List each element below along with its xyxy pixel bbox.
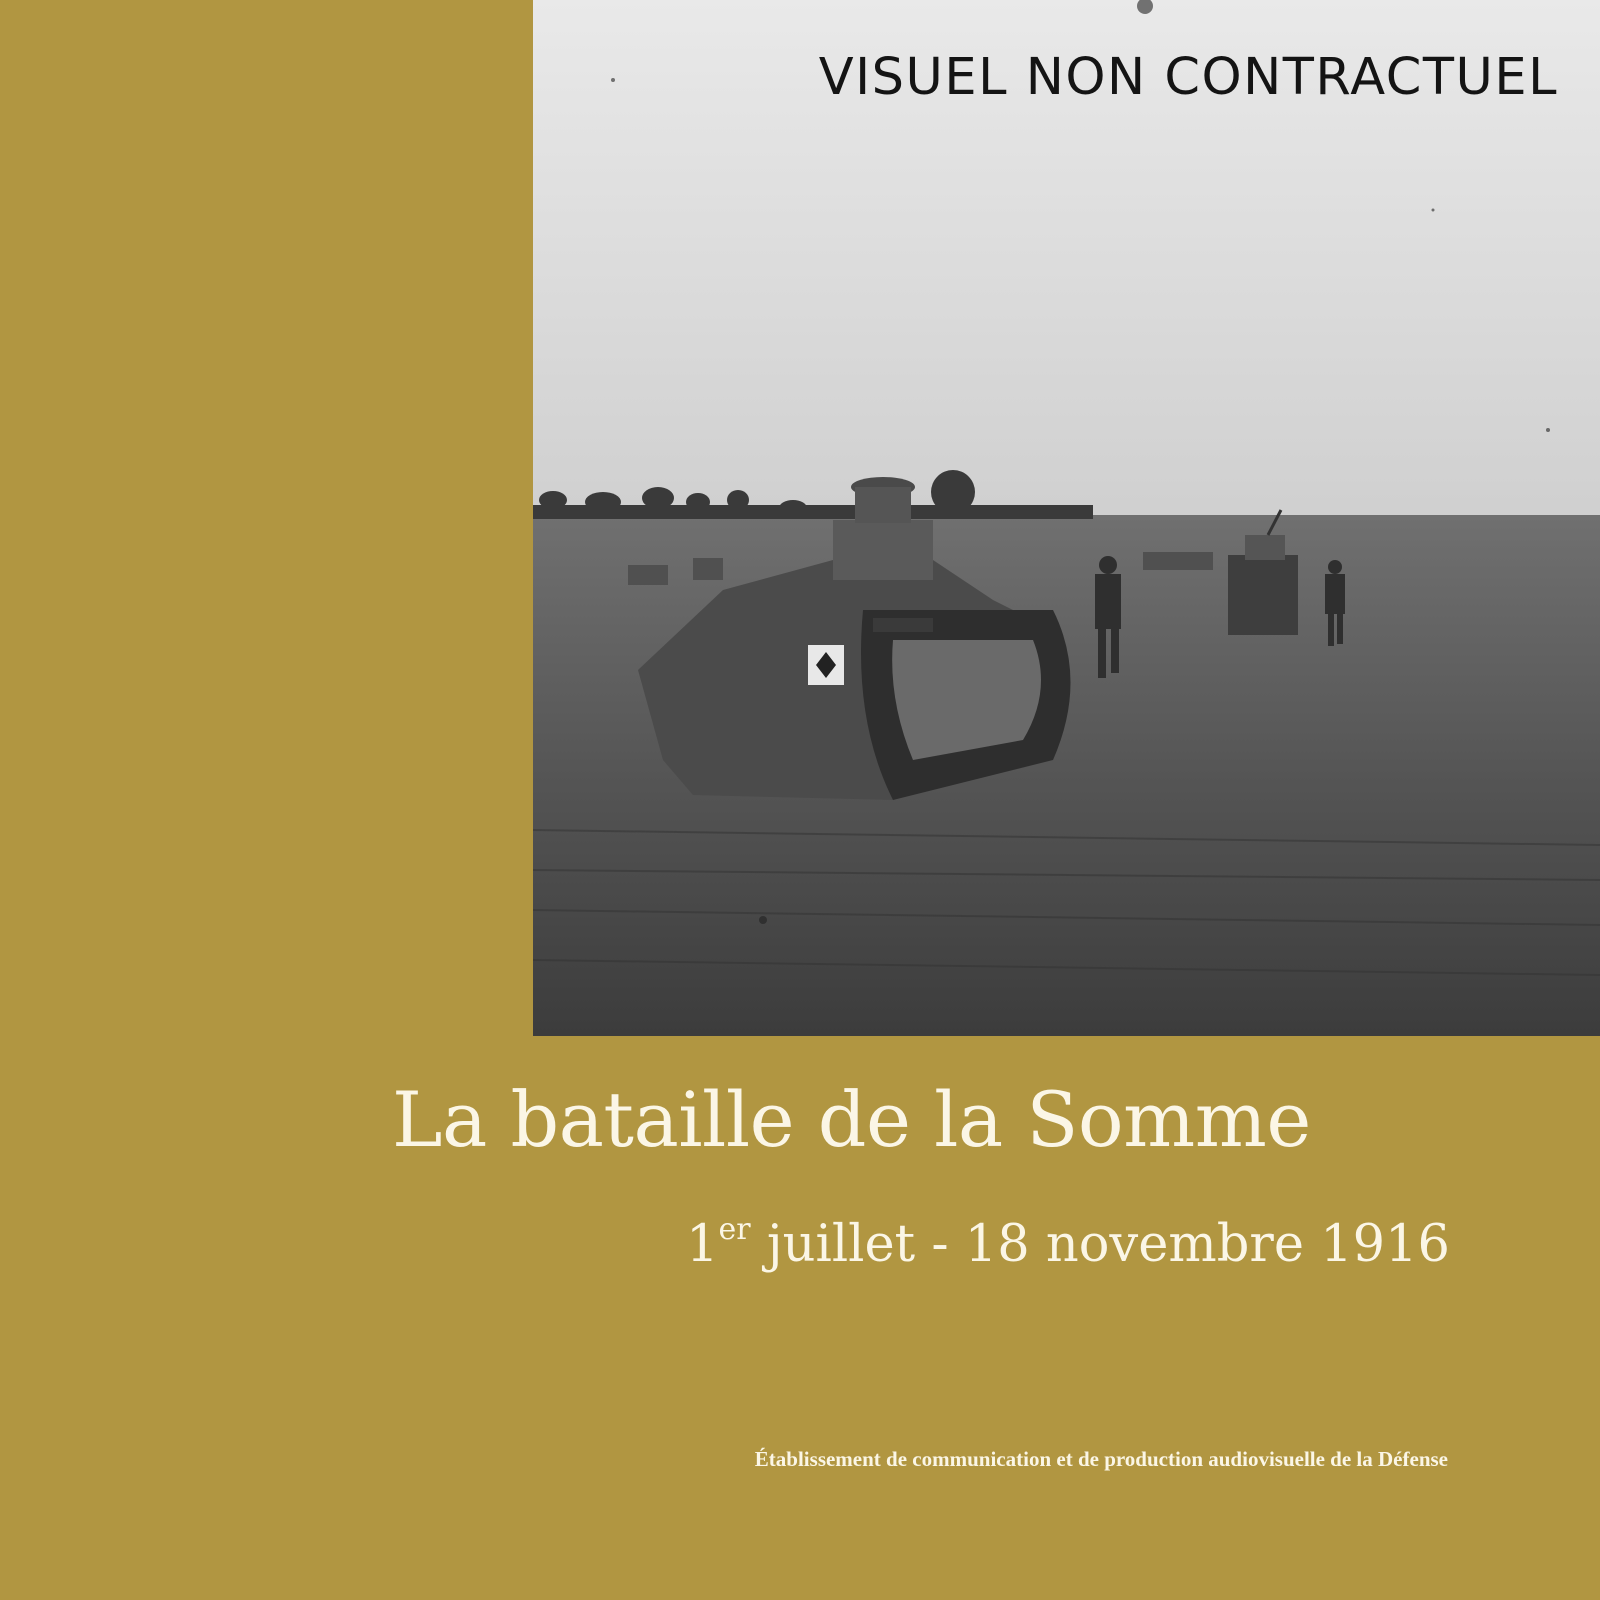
cover-photo: [533, 0, 1600, 1036]
watermark-label: VISUEL NON CONTRACTUEL: [818, 48, 1558, 107]
tank-photo-illustration: [533, 0, 1600, 1036]
cover-title: La bataille de la Somme: [392, 1075, 1311, 1164]
subtitle-day: 1: [686, 1215, 719, 1274]
cover-subtitle: [686, 1212, 1450, 1274]
subtitle-dates: juillet - 18 novembre 1916: [750, 1215, 1450, 1274]
subtitle-ordinal: er: [718, 1212, 751, 1247]
publisher-name: Établissement de communication et de production audiovisuelle de la Défense: [754, 1447, 1448, 1471]
